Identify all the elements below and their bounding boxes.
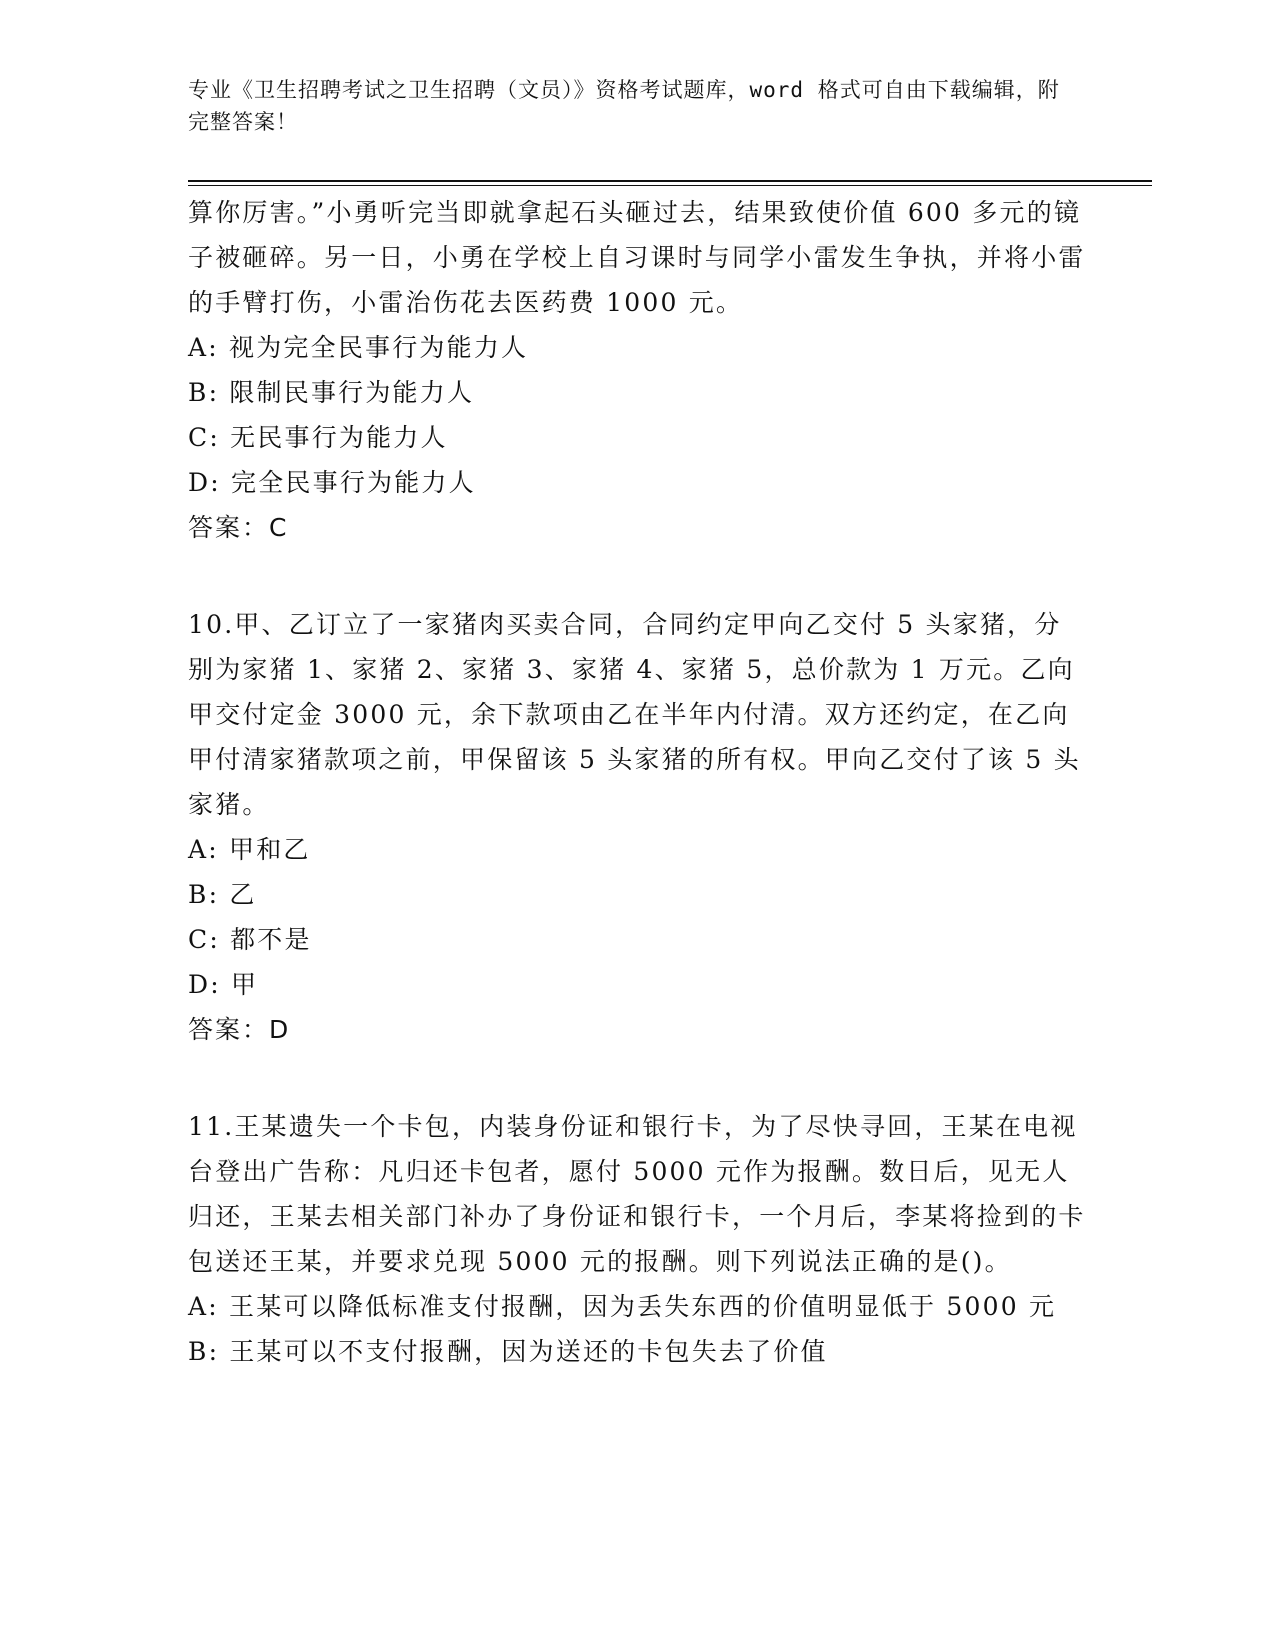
question-10-option-d: D: 甲	[188, 970, 259, 999]
question-11-option-a: A: 王某可以降低标准支付报酬，因为丢失东西的价值明显低于 5000 元	[188, 1292, 1057, 1321]
question-10-option-b: B: 乙	[188, 880, 257, 909]
question-9-option-c: C: 无民事行为能力人	[188, 423, 448, 452]
question-10-option-c: C: 都不是	[188, 925, 312, 954]
question-10-option-a: A: 甲和乙	[188, 835, 311, 864]
document-header: 专业《卫生招聘考试之卫生招聘（文员）》资格考试题库，word 格式可自由下载编辑，附完整答案！	[188, 78, 1060, 134]
question-11-option-b: B: 王某可以不支付报酬，因为送还的卡包失去了价值	[188, 1337, 828, 1366]
question-9-answer: 答案：C	[188, 513, 289, 542]
question-9-option-d: D: 完全民事行为能力人	[188, 468, 476, 497]
question-9-option-b: B: 限制民事行为能力人	[188, 378, 475, 407]
question-10-answer: 答案：D	[188, 1015, 291, 1044]
document-body	[188, 190, 1088, 1374]
question-11-text: 11.王某遗失一个卡包，内装身份证和银行卡，为了尽快寻回，王某在电视台登出广告称：凡归还卡包者，愿付 5000 元作为报酬。数日后，见无人归还，王某去相关部门补办了身份证和银行卡，一个月后，李某将捡到的卡包送还王某，并要求兑现 5000 元的报酬。则下列说法正确的是()。	[188, 1112, 1086, 1276]
header-divider-thick	[188, 180, 1152, 182]
question-10-text: 10.甲、乙订立了一家猪肉买卖合同，合同约定甲向乙交付 5 头家猪，分别为家猪 1、家猪 2、家猪 3、家猪 4、家猪 5，总价款为 1 万元。乙向甲交付定金 3000 元，余下款项由乙在半年内付清。双方还约定，在乙向甲付清家猪款项之前，甲保留该 5 头家猪的所有权。甲向乙交付了该 5 头家猪。	[188, 610, 1081, 819]
question-9-text: 算你厉害。”小勇听完当即就拿起石头砸过去，结果致使价值 600 多元的镜子被砸碎。另一日，小勇在学校上自习课时与同学小雷发生争执，并将小雷的手臂打伤，小雷治伤花去医药费 1000 元。	[188, 198, 1086, 317]
header-divider-thin	[188, 185, 1152, 186]
question-spacer	[188, 550, 1088, 602]
question-spacer	[188, 1052, 1088, 1104]
question-9-option-a: A: 视为完全民事行为能力人	[188, 333, 529, 362]
